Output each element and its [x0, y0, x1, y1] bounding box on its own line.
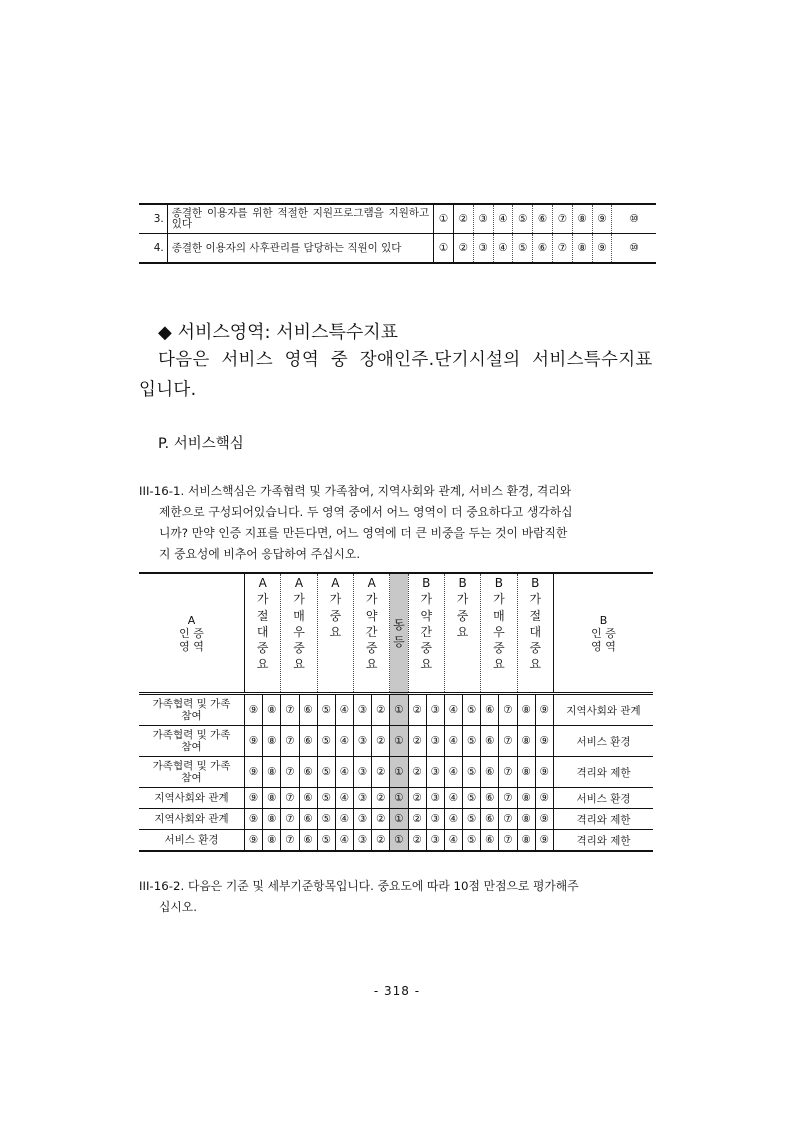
scale-option[interactable]: ④: [335, 757, 353, 788]
scale-option[interactable]: ⑨: [592, 204, 612, 234]
a-area-label: 지역사회와 관계: [139, 788, 245, 809]
scale-option[interactable]: ⑧: [572, 204, 592, 234]
scale-option[interactable]: ⑤: [463, 809, 481, 830]
scale-option[interactable]: ③: [426, 788, 444, 809]
scale-option[interactable]: ③: [354, 830, 372, 852]
scale-option[interactable]: ⑦: [499, 694, 517, 726]
scale-option[interactable]: ⑥: [299, 830, 317, 852]
scale-option[interactable]: ⑦: [553, 234, 573, 264]
scale-option[interactable]: ⑥: [481, 726, 499, 757]
scale-option[interactable]: ⑧: [263, 694, 281, 726]
question-row: [139, 234, 656, 264]
scale-option[interactable]: ⑤: [463, 788, 481, 809]
scale-option[interactable]: ②: [408, 726, 426, 757]
scale-option[interactable]: ⑧: [572, 234, 592, 264]
scale-option[interactable]: ⑤: [317, 757, 335, 788]
scale-option[interactable]: ⑧: [263, 809, 281, 830]
scale-option[interactable]: ③: [426, 726, 444, 757]
scale-option[interactable]: ⑤: [463, 757, 481, 788]
comparison-row: [139, 757, 653, 788]
scale-option[interactable]: ⑤: [317, 830, 335, 852]
scale-column-header: A 가 중 요: [317, 573, 353, 694]
question-line: 십시오.: [159, 900, 197, 914]
question-line: III-16-1. 서비스핵심은 가족협력 및 가족참여, 지역사회와 관계, 서비스 환경, 격리와: [139, 484, 572, 498]
scale-option[interactable]: ③: [354, 694, 372, 726]
scale-option[interactable]: ⑥: [481, 830, 499, 852]
scale-option[interactable]: ⑥: [481, 757, 499, 788]
scale-option[interactable]: ⑤: [317, 809, 335, 830]
scale-option[interactable]: ③: [426, 809, 444, 830]
top-question-table: [139, 203, 656, 264]
scale-option[interactable]: ⑤: [317, 788, 335, 809]
header-row: [139, 573, 653, 694]
scale-option[interactable]: ⑨: [245, 694, 263, 726]
a-area-label: 서비스 환경: [139, 830, 245, 852]
scale-option[interactable]: ②: [372, 830, 390, 852]
scale-option[interactable]: ①: [390, 809, 408, 830]
scale-column-header: A 가 절 대 중 요: [245, 573, 281, 694]
scale-option[interactable]: ②: [408, 830, 426, 852]
scale-option[interactable]: ②: [453, 234, 473, 264]
scale-option[interactable]: ①: [434, 204, 454, 234]
scale-option[interactable]: ⑨: [245, 757, 263, 788]
b-area-header: B 인 증 영 역: [553, 573, 653, 694]
scale-option[interactable]: ③: [473, 234, 493, 264]
scale-option[interactable]: ⑤: [463, 726, 481, 757]
section-heading: ◆ 서비스영역: 서비스특수지표: [158, 322, 399, 343]
scale-option[interactable]: ⑥: [533, 234, 553, 264]
intro-line-2: 입니다.: [139, 380, 197, 400]
scale-column-header: A 가 약 간 중 요: [354, 573, 390, 694]
comparison-row: [139, 809, 653, 830]
scale-option[interactable]: ⑥: [299, 809, 317, 830]
scale-option[interactable]: ⑨: [535, 726, 553, 757]
scale-option[interactable]: ③: [426, 757, 444, 788]
scale-option[interactable]: ⑨: [535, 809, 553, 830]
b-area-label: 서비스 환경: [553, 726, 653, 757]
question-number: 3.: [139, 204, 167, 234]
scale-option[interactable]: ⑥: [299, 726, 317, 757]
scale-option[interactable]: ④: [335, 726, 353, 757]
comparison-row: [139, 830, 653, 852]
scale-option[interactable]: ⑦: [499, 726, 517, 757]
scale-option[interactable]: ⑤: [513, 234, 533, 264]
scale-option[interactable]: ②: [408, 788, 426, 809]
scale-option[interactable]: ②: [372, 726, 390, 757]
scale-option[interactable]: ⑥: [481, 788, 499, 809]
scale-option[interactable]: ⑥: [481, 694, 499, 726]
scale-option[interactable]: ⑧: [517, 809, 535, 830]
scale-option[interactable]: ⑧: [263, 757, 281, 788]
question-text: 종결한 이용자의 사후관리를 담당하는 직원이 있다: [167, 234, 433, 264]
scale-option[interactable]: ⑤: [463, 830, 481, 852]
scale-column-header: 동 등: [390, 573, 408, 694]
comparison-row: [139, 694, 653, 726]
scale-column-header: B 가 매 우 중 요: [481, 573, 517, 694]
question-line: 지 중요성에 비추어 응답하여 주십시오.: [159, 547, 361, 561]
comparison-row: [139, 726, 653, 757]
scale-option[interactable]: ⑨: [245, 726, 263, 757]
scale-option[interactable]: ④: [335, 809, 353, 830]
question-16-1: [139, 481, 659, 565]
scale-option[interactable]: ④: [335, 694, 353, 726]
scale-option[interactable]: ⑧: [263, 788, 281, 809]
scale-option[interactable]: ⑧: [517, 757, 535, 788]
scale-option[interactable]: ④: [493, 204, 513, 234]
scale-option[interactable]: ③: [426, 694, 444, 726]
scale-option[interactable]: ⑧: [517, 694, 535, 726]
scale-option[interactable]: ⑦: [281, 726, 299, 757]
scale-option[interactable]: ⑦: [499, 757, 517, 788]
scale-option[interactable]: ⑦: [281, 694, 299, 726]
b-area-label: 격리와 제한: [553, 757, 653, 788]
question-number: 4.: [139, 234, 167, 264]
scale-column-header: B 가 절 대 중 요: [517, 573, 553, 694]
scale-option[interactable]: ④: [444, 788, 462, 809]
scale-option[interactable]: ⑧: [263, 726, 281, 757]
scale-option[interactable]: ①: [434, 234, 454, 264]
scale-column-header: A 가 매 우 중 요: [281, 573, 317, 694]
scale-option[interactable]: ⑤: [317, 726, 335, 757]
scale-option[interactable]: ①: [390, 694, 408, 726]
scale-option[interactable]: ⑥: [481, 809, 499, 830]
scale-option[interactable]: ⑨: [535, 788, 553, 809]
a-area-header: A 인 증 영 역: [139, 573, 245, 694]
b-area-label: 지역사회와 관계: [553, 694, 653, 726]
scale-option[interactable]: ①: [390, 726, 408, 757]
intro-line-1: 다음은 서비스 영역 중 장애인주.단기시설의 서비스특수지표: [158, 350, 653, 370]
question-line: 니까? 만약 인증 지표를 만든다면, 어느 영역에 더 큰 비중을 두는 것이 바람직한: [159, 526, 568, 540]
scale-option[interactable]: ⑧: [263, 830, 281, 852]
scale-option[interactable]: ⑤: [463, 694, 481, 726]
scale-option[interactable]: ⑦: [499, 788, 517, 809]
scale-option[interactable]: ③: [426, 830, 444, 852]
scale-option[interactable]: ⑨: [245, 809, 263, 830]
scale-option[interactable]: ⑧: [517, 830, 535, 852]
scale-option[interactable]: ⑦: [281, 809, 299, 830]
scale-option[interactable]: ⑥: [299, 757, 317, 788]
scale-option[interactable]: ④: [335, 788, 353, 809]
question-line: III-16-2. 다음은 기준 및 세부기준항목입니다. 중요도에 따라 10점 만점으로 평가해주: [139, 879, 579, 893]
a-area-label: 가족협력 및 가족 참여: [139, 726, 245, 757]
scale-option[interactable]: ⑥: [299, 788, 317, 809]
scale-option[interactable]: ⑧: [517, 726, 535, 757]
scale-option[interactable]: ③: [354, 809, 372, 830]
scale-option[interactable]: ②: [408, 809, 426, 830]
scale-option[interactable]: ⑦: [281, 757, 299, 788]
scale-option[interactable]: ④: [444, 757, 462, 788]
scale-option[interactable]: ③: [354, 726, 372, 757]
scale-option[interactable]: ②: [408, 694, 426, 726]
scale-option[interactable]: ⑦: [499, 830, 517, 852]
question-line: 제한으로 구성되어있습니다. 두 영역 중에서 어느 영역이 더 중요하다고 생각하십: [159, 505, 573, 519]
a-area-label: 가족협력 및 가족 참여: [139, 694, 245, 726]
scale-option[interactable]: ①: [390, 757, 408, 788]
scale-option[interactable]: ②: [372, 809, 390, 830]
scale-option[interactable]: ⑥: [533, 204, 553, 234]
scale-option[interactable]: ①: [390, 788, 408, 809]
question-text: 종결한 이용자를 위한 적절한 지원프로그램을 지원하고 있다: [167, 204, 433, 234]
scale-option[interactable]: ⑧: [517, 788, 535, 809]
scale-option[interactable]: ④: [335, 830, 353, 852]
scale-option[interactable]: ⑨: [592, 234, 612, 264]
scale-column-header: B 가 약 간 중 요: [408, 573, 444, 694]
scale-option[interactable]: ⑨: [245, 830, 263, 852]
a-area-label: 가족협력 및 가족 참여: [139, 757, 245, 788]
scale-option[interactable]: ⑨: [535, 757, 553, 788]
question-16-2: [139, 876, 659, 918]
scale-option[interactable]: ②: [372, 694, 390, 726]
scale-option[interactable]: ⑦: [281, 788, 299, 809]
b-area-label: 격리와 제한: [553, 809, 653, 830]
scale-option[interactable]: ⑥: [299, 694, 317, 726]
scale-option[interactable]: ②: [372, 788, 390, 809]
comparison-row: [139, 788, 653, 809]
scale-option[interactable]: ⑦: [499, 809, 517, 830]
scale-option[interactable]: ④: [444, 830, 462, 852]
b-area-label: 격리와 제한: [553, 830, 653, 852]
scale-option[interactable]: ②: [372, 757, 390, 788]
scale-option[interactable]: ⑤: [317, 694, 335, 726]
scale-option[interactable]: ⑨: [535, 830, 553, 852]
scale-option[interactable]: ③: [354, 757, 372, 788]
scale-option[interactable]: ②: [453, 204, 473, 234]
comparison-table: [139, 572, 653, 852]
b-area-label: 서비스 환경: [553, 788, 653, 809]
question-row: [139, 204, 656, 234]
a-area-label: 지역사회와 관계: [139, 809, 245, 830]
scale-option[interactable]: ③: [473, 204, 493, 234]
scale-option[interactable]: ⑦: [553, 204, 573, 234]
scale-option[interactable]: ⑤: [513, 204, 533, 234]
scale-option[interactable]: ④: [444, 726, 462, 757]
scale-option[interactable]: ②: [408, 757, 426, 788]
scale-option[interactable]: ④: [444, 809, 462, 830]
scale-option[interactable]: ⑨: [535, 694, 553, 726]
scale-option[interactable]: ④: [444, 694, 462, 726]
scale-option[interactable]: ⑨: [245, 788, 263, 809]
scale-option[interactable]: ⑩: [612, 204, 656, 234]
scale-option[interactable]: ⑦: [281, 830, 299, 852]
scale-option[interactable]: ⑩: [612, 234, 656, 264]
scale-column-header: B 가 중 요: [444, 573, 480, 694]
page-number: - 318 -: [373, 984, 421, 998]
scale-option[interactable]: ④: [493, 234, 513, 264]
sub-heading: P. 서비스핵심: [158, 436, 244, 452]
scale-option[interactable]: ③: [354, 788, 372, 809]
scale-option[interactable]: ①: [390, 830, 408, 852]
